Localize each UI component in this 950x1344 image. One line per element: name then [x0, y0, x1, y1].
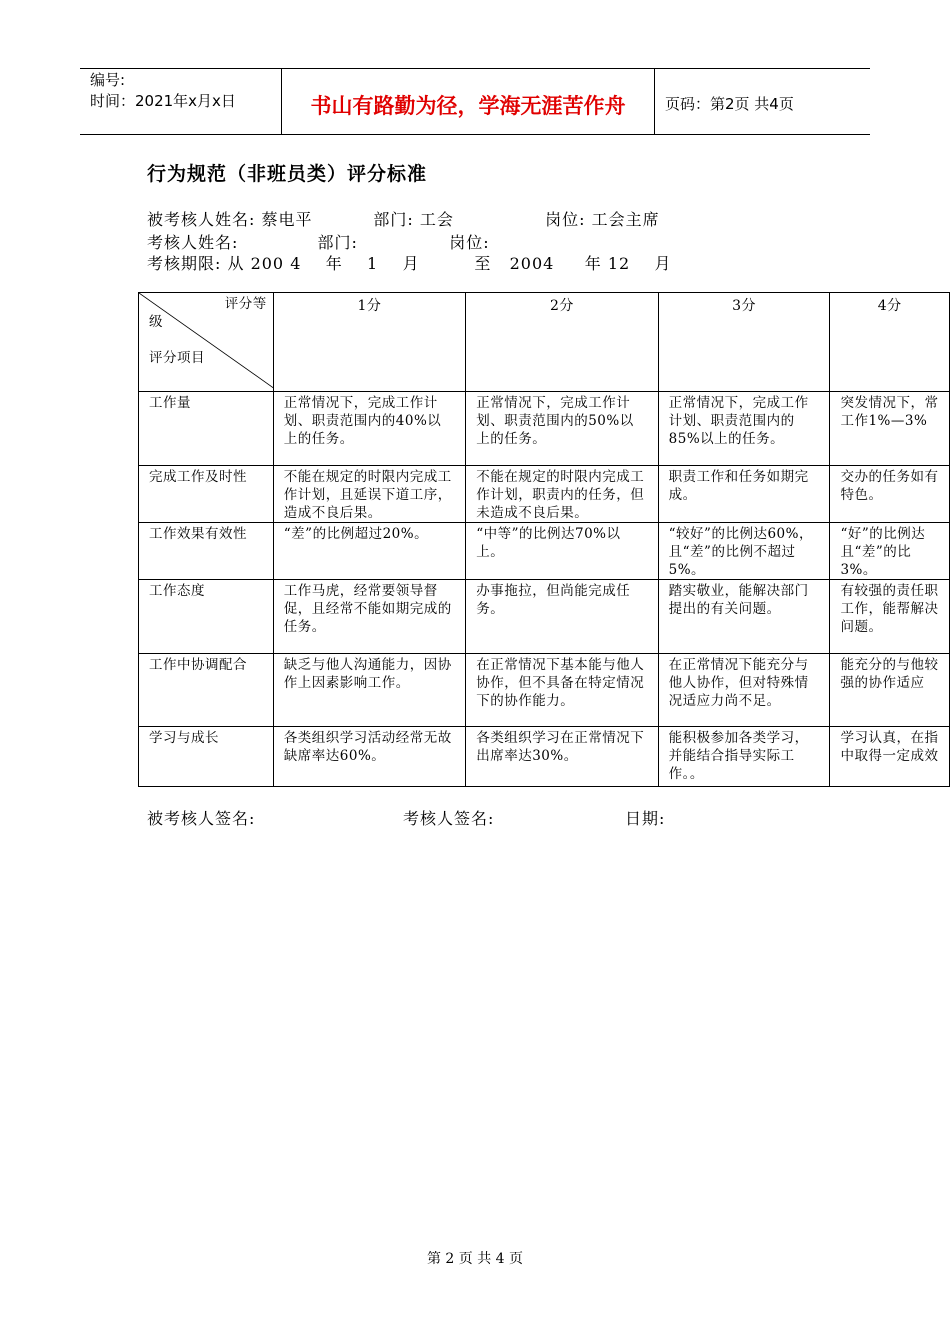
column-header: 1分	[273, 293, 465, 392]
table-cell: 有较强的责任职工作，能帮解决问题。	[830, 580, 950, 654]
header-page-number: 页码：第2页 共4页	[665, 95, 794, 113]
table-cell: “好”的比例达且“差”的比3%。	[830, 523, 950, 580]
table-cell: 能积极参加各类学习，并能结合指导实际工作。。	[658, 727, 830, 787]
row-item-label: 工作态度	[139, 580, 274, 654]
table-cell: 踏实敬业，能解决部门提出的有关问题。	[658, 580, 830, 654]
table-header-row	[139, 293, 950, 392]
header-divider	[654, 68, 655, 135]
row-item-label: 完成工作及时性	[139, 466, 274, 523]
table-cell: 能充分的与他较强的协作适应	[830, 654, 950, 727]
column-header: 4分	[830, 293, 950, 392]
corner-label-item: 评分项目	[149, 350, 205, 366]
table-cell: 缺乏与他人沟通能力，因协作上因素影响工作。	[273, 654, 465, 727]
table-cell: 工作马虎，经常要领导督促，且经常不能如期完成的任务。	[273, 580, 465, 654]
header-divider	[281, 68, 282, 135]
table-row	[139, 654, 950, 727]
header-bottom-rule	[80, 134, 870, 135]
row-item-label: 工作中协调配合	[139, 654, 274, 727]
table-cell: 正常情况下，完成工作计划、职责范围内的85%以上的任务。	[658, 392, 830, 466]
table-row	[139, 466, 950, 523]
corner-header-cell	[139, 293, 274, 392]
corner-label-grade: 评分等	[224, 296, 267, 312]
examinee-signature-label: 被考核人签名:	[147, 809, 256, 828]
row-item-label: 工作量	[139, 392, 274, 466]
date-label: 日期:	[625, 809, 666, 828]
table-row	[139, 523, 950, 580]
table-cell: “差”的比例超过20%。	[273, 523, 465, 580]
table-row	[139, 580, 950, 654]
row-item-label: 学习与成长	[139, 727, 274, 787]
table-cell: 在正常情况下能充分与他人协作，但对特殊情况适应力尚不足。	[658, 654, 830, 727]
table-cell: 不能在规定的时限内完成工作计划，且延误下道工序，造成不良后果。	[273, 466, 465, 523]
table-cell: 职责工作和任务如期完成。	[658, 466, 830, 523]
document-title: 行为规范（非班员类）评分标准	[147, 163, 428, 185]
examinee-info-line: 被考核人姓名: 蔡电平 部门: 工会 岗位: 工会主席	[147, 210, 660, 229]
corner-label-grade-cont: 级	[149, 314, 163, 330]
table-cell: 办事拖拉，但尚能完成任务。	[466, 580, 658, 654]
scoring-table	[138, 292, 950, 787]
table-row	[139, 392, 950, 466]
header-meta	[90, 70, 236, 112]
table-cell: 各类组织学习在正常情况下出席率达30%。	[466, 727, 658, 787]
period-info-line: 考核期限: 从 200 4 年 1 月 至 2004 年 12 月	[147, 254, 672, 273]
table-cell: 各类组织学习活动经常无故缺席率达60%。	[273, 727, 465, 787]
page-footer: 第 2 页 共 4 页	[426, 1251, 524, 1267]
examiner-info-line: 考核人姓名: 部门: 岗位:	[147, 233, 490, 252]
number-label: 编号:	[90, 71, 126, 89]
time-label: 时间：2021年x月x日	[90, 92, 236, 110]
header-top-rule	[80, 68, 870, 69]
table-cell: 突发情况下，常工作1%—3%	[830, 392, 950, 466]
examiner-signature-label: 考核人签名:	[403, 809, 495, 828]
table-cell: 不能在规定的时限内完成工作计划，职责内的任务，但未造成不良后果。	[466, 466, 658, 523]
table-row	[139, 727, 950, 787]
table-cell: 正常情况下，完成工作计划、职责范围内的40%以上的任务。	[273, 392, 465, 466]
column-header: 3分	[658, 293, 830, 392]
table-cell: “较好”的比例达60%，且“差”的比例不超过5%。	[658, 523, 830, 580]
column-header: 2分	[466, 293, 658, 392]
table-cell: “中等”的比例达70%以上。	[466, 523, 658, 580]
row-item-label: 工作效果有效性	[139, 523, 274, 580]
header-slogan: 书山有路勤为径，学海无涯苦作舟	[310, 94, 626, 118]
table-cell: 正常情况下，完成工作计划、职责范围内的50%以上的任务。	[466, 392, 658, 466]
table-cell: 交办的任务如有特色。	[830, 466, 950, 523]
table-cell: 学习认真，在指中取得一定成效	[830, 727, 950, 787]
table-cell: 在正常情况下基本能与他人协作，但不具备在特定情况下的协作能力。	[466, 654, 658, 727]
